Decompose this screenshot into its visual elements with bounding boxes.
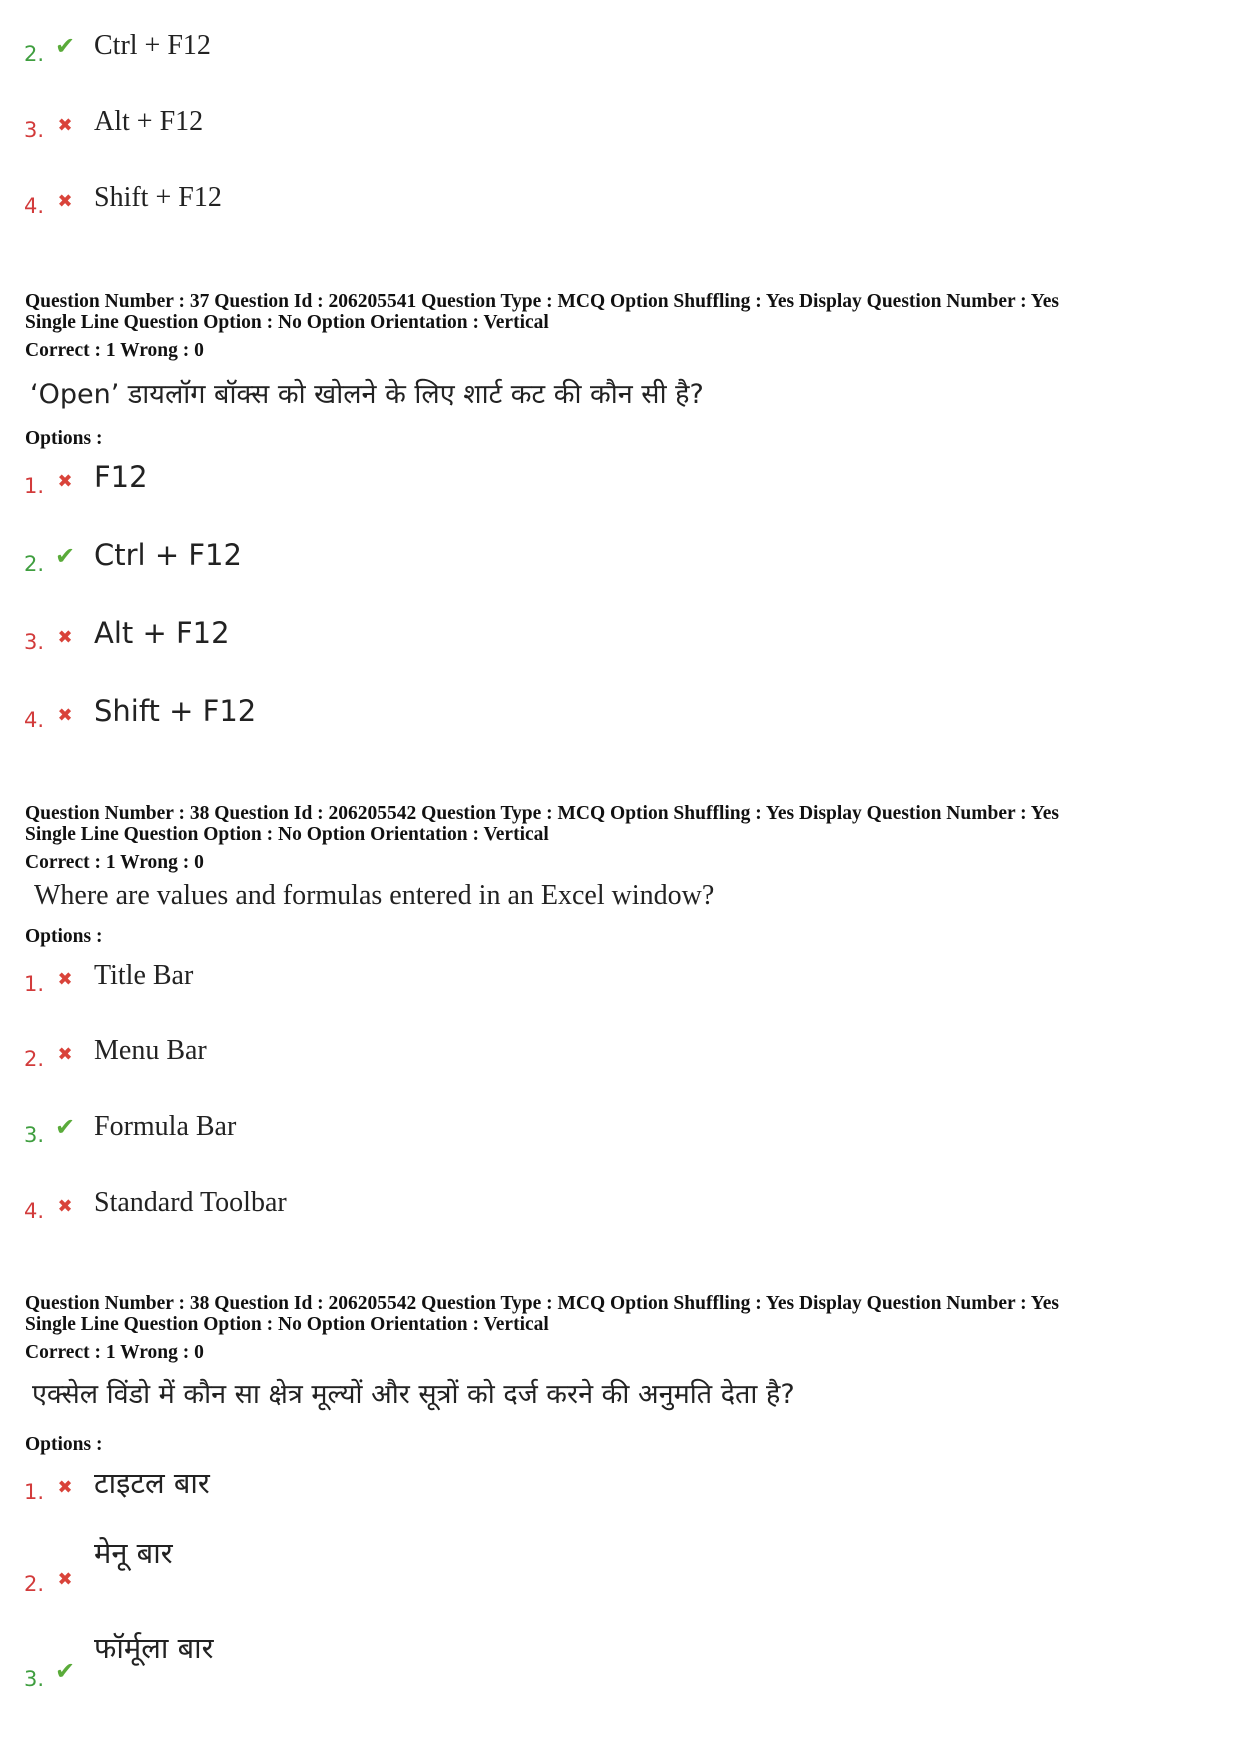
check-icon: ✔ (54, 1113, 76, 1141)
option-number: 1. (24, 474, 45, 498)
question-meta-line: Question Number : 37 Question Id : 206205541 Question Type : MCQ Option Shuffling : Yes Display Question Number : Yes (25, 291, 1059, 312)
option-number: 1. (24, 1480, 45, 1504)
question-text: Where are values and formulas entered in an Excel window? (34, 880, 715, 911)
option-text: Ctrl + F12 (94, 30, 211, 61)
option-text: Formula Bar (94, 1111, 237, 1142)
question-score-line: Correct : 1 Wrong : 0 (25, 340, 204, 361)
question-text: एक्सेल विंडो में कौन सा क्षेत्र मूल्यों और सूत्रों को दर्ज करने की अनुमति देता है? (32, 1379, 795, 1410)
option-text: Ctrl + F12 (94, 538, 242, 572)
option-text: Alt + F12 (94, 616, 230, 650)
check-icon: ✔ (54, 1657, 76, 1685)
cross-icon: ✖ (57, 1569, 73, 1590)
option-number: 3. (24, 630, 45, 654)
option-item (24, 1456, 210, 1506)
option-number: 2. (24, 1572, 45, 1596)
option-text: मेनू बार (94, 1536, 173, 1570)
options-label: Options : (25, 926, 103, 947)
cross-icon: ✖ (57, 1477, 73, 1498)
option-number: 3. (24, 118, 45, 142)
question-meta-line: Question Number : 38 Question Id : 206205542 Question Type : MCQ Option Shuffling : Yes Display Question Number : Yes (25, 1293, 1059, 1314)
option-text: Shift + F12 (94, 694, 257, 728)
option-item (24, 1631, 214, 1693)
option-text: Shift + F12 (94, 182, 222, 213)
cross-icon: ✖ (57, 969, 73, 990)
question-meta-line: Question Number : 38 Question Id : 206205542 Question Type : MCQ Option Shuffling : Yes Display Question Number : Yes (25, 803, 1059, 824)
question-meta-line: Single Line Question Option : No Option Orientation : Vertical (25, 1314, 549, 1335)
option-item (24, 1175, 287, 1225)
option-item (24, 528, 242, 578)
cross-icon: ✖ (57, 115, 73, 136)
option-number: 4. (24, 708, 45, 732)
option-text: टाइटल बार (94, 1466, 210, 1500)
option-item (24, 1536, 173, 1598)
option-item (24, 94, 203, 144)
options-label: Options : (25, 1434, 103, 1455)
check-icon: ✔ (54, 542, 76, 570)
option-item (24, 606, 230, 656)
question-text: ‘Open’ डायलॉग बॉक्स को खोलने के लिए शार्ट कट की कौन सी है? (30, 379, 704, 410)
cross-icon: ✖ (57, 471, 73, 492)
option-item (24, 170, 222, 220)
option-text: Standard Toolbar (94, 1187, 287, 1218)
cross-icon: ✖ (57, 191, 73, 212)
question-meta-line: Single Line Question Option : No Option Orientation : Vertical (25, 312, 549, 333)
option-item (24, 450, 148, 500)
options-label: Options : (25, 428, 103, 449)
check-icon: ✔ (54, 32, 76, 60)
option-number: 3. (24, 1667, 45, 1691)
option-text: Menu Bar (94, 1035, 207, 1066)
option-number: 2. (24, 552, 45, 576)
cross-icon: ✖ (57, 1196, 73, 1217)
option-item (24, 1023, 207, 1073)
option-item (24, 18, 211, 68)
option-text: F12 (94, 460, 148, 494)
cross-icon: ✖ (57, 627, 73, 648)
option-number: 1. (24, 972, 45, 996)
option-number: 2. (24, 1047, 45, 1071)
option-item (24, 948, 193, 998)
option-text: फॉर्मूला बार (94, 1631, 214, 1665)
option-number: 4. (24, 194, 45, 218)
option-number: 4. (24, 1199, 45, 1223)
cross-icon: ✖ (57, 1044, 73, 1065)
option-number: 2. (24, 42, 45, 66)
question-score-line: Correct : 1 Wrong : 0 (25, 1342, 204, 1363)
question-meta-line: Single Line Question Option : No Option Orientation : Vertical (25, 824, 549, 845)
option-text: Title Bar (94, 960, 194, 991)
option-item (24, 684, 256, 734)
option-text: Alt + F12 (94, 106, 204, 137)
option-item (24, 1099, 236, 1149)
option-number: 3. (24, 1123, 45, 1147)
cross-icon: ✖ (57, 705, 73, 726)
question-score-line: Correct : 1 Wrong : 0 (25, 852, 204, 873)
